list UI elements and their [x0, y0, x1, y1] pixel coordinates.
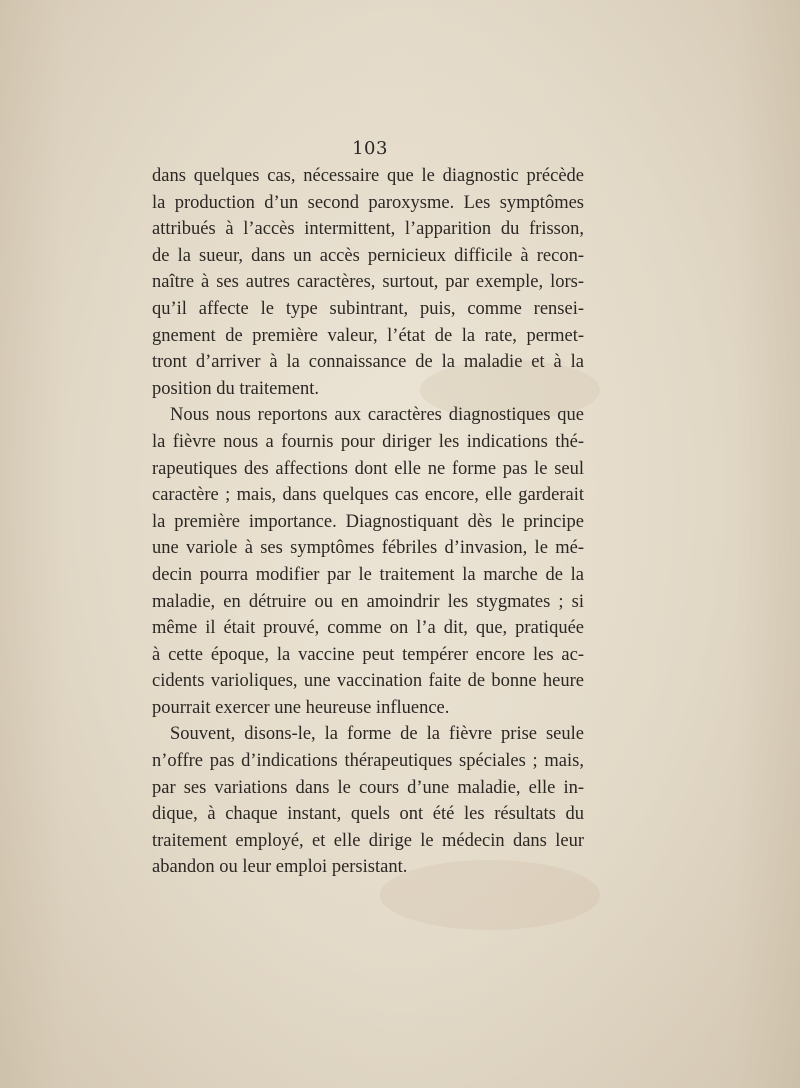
text-line: de la sueur, dans un accès pernicieux difficile à recon-: [152, 245, 584, 266]
text-line: dans quelques cas, nécessaire que le diagnostic précède: [152, 166, 584, 186]
text-line: cidents varioliques, une vaccination faite de bonne heure: [152, 671, 584, 692]
text-line: la production d’un second paroxysme. Les symptômes: [152, 192, 584, 213]
text-line: attribués à l’accès intermittent, l’apparition du frisson,: [152, 219, 584, 240]
text-line: Nous nous reportons aux caractères diagnostiques que: [170, 405, 584, 426]
text-line: dique, à chaque instant, quels ont été les résultats du: [152, 804, 584, 825]
text-line: rapeutiques des affections dont elle ne forme pas le seul: [152, 458, 584, 479]
text-line: abandon ou leur emploi persistant.: [152, 857, 408, 878]
text-line: naître à ses autres caractères, surtout, par exemple, lors-: [152, 272, 584, 293]
body-text: [152, 163, 584, 881]
text-line: à cette époque, la vaccine peut tempérer encore les ac-: [152, 644, 584, 665]
text-line: même il était prouvé, comme on l’a dit, que, pratiquée: [152, 618, 584, 639]
text-line: n’offre pas d’indications thérapeutiques spéciales ; mais,: [152, 751, 584, 772]
text-line: position du traitement.: [152, 378, 319, 399]
text-line: caractère ; mais, dans quelques cas encore, elle garderait: [152, 485, 584, 506]
text-line: qu’il affecte le type subintrant, puis, comme rensei-: [152, 298, 584, 319]
text-line: la fièvre nous a fournis pour diriger les indications thé-: [152, 431, 584, 452]
text-line: decin pourra modifier par le traitement la marche de la: [152, 564, 584, 585]
text-line: maladie, en détruire ou en amoindrir les stygmates ; si: [152, 591, 584, 612]
text-line: par ses variations dans le cours d’une maladie, elle in-: [152, 777, 584, 798]
text-line: Souvent, disons-le, la forme de la fièvre prise seule: [170, 724, 584, 745]
text-line: tront d’arriver à la connaissance de la maladie et à la: [152, 352, 584, 373]
text-line: traitement employé, et elle dirige le médecin dans leur: [152, 830, 584, 851]
page-number: 103: [352, 138, 388, 159]
text-line: pourrait exercer une heureuse influence.: [152, 697, 450, 718]
text-line: la première importance. Diagnostiquant dès le principe: [152, 511, 584, 532]
text-line: gnement de première valeur, l’état de la rate, permet-: [152, 325, 584, 346]
text-line: une variole à ses symptômes fébriles d’invasion, le mé-: [152, 538, 584, 559]
